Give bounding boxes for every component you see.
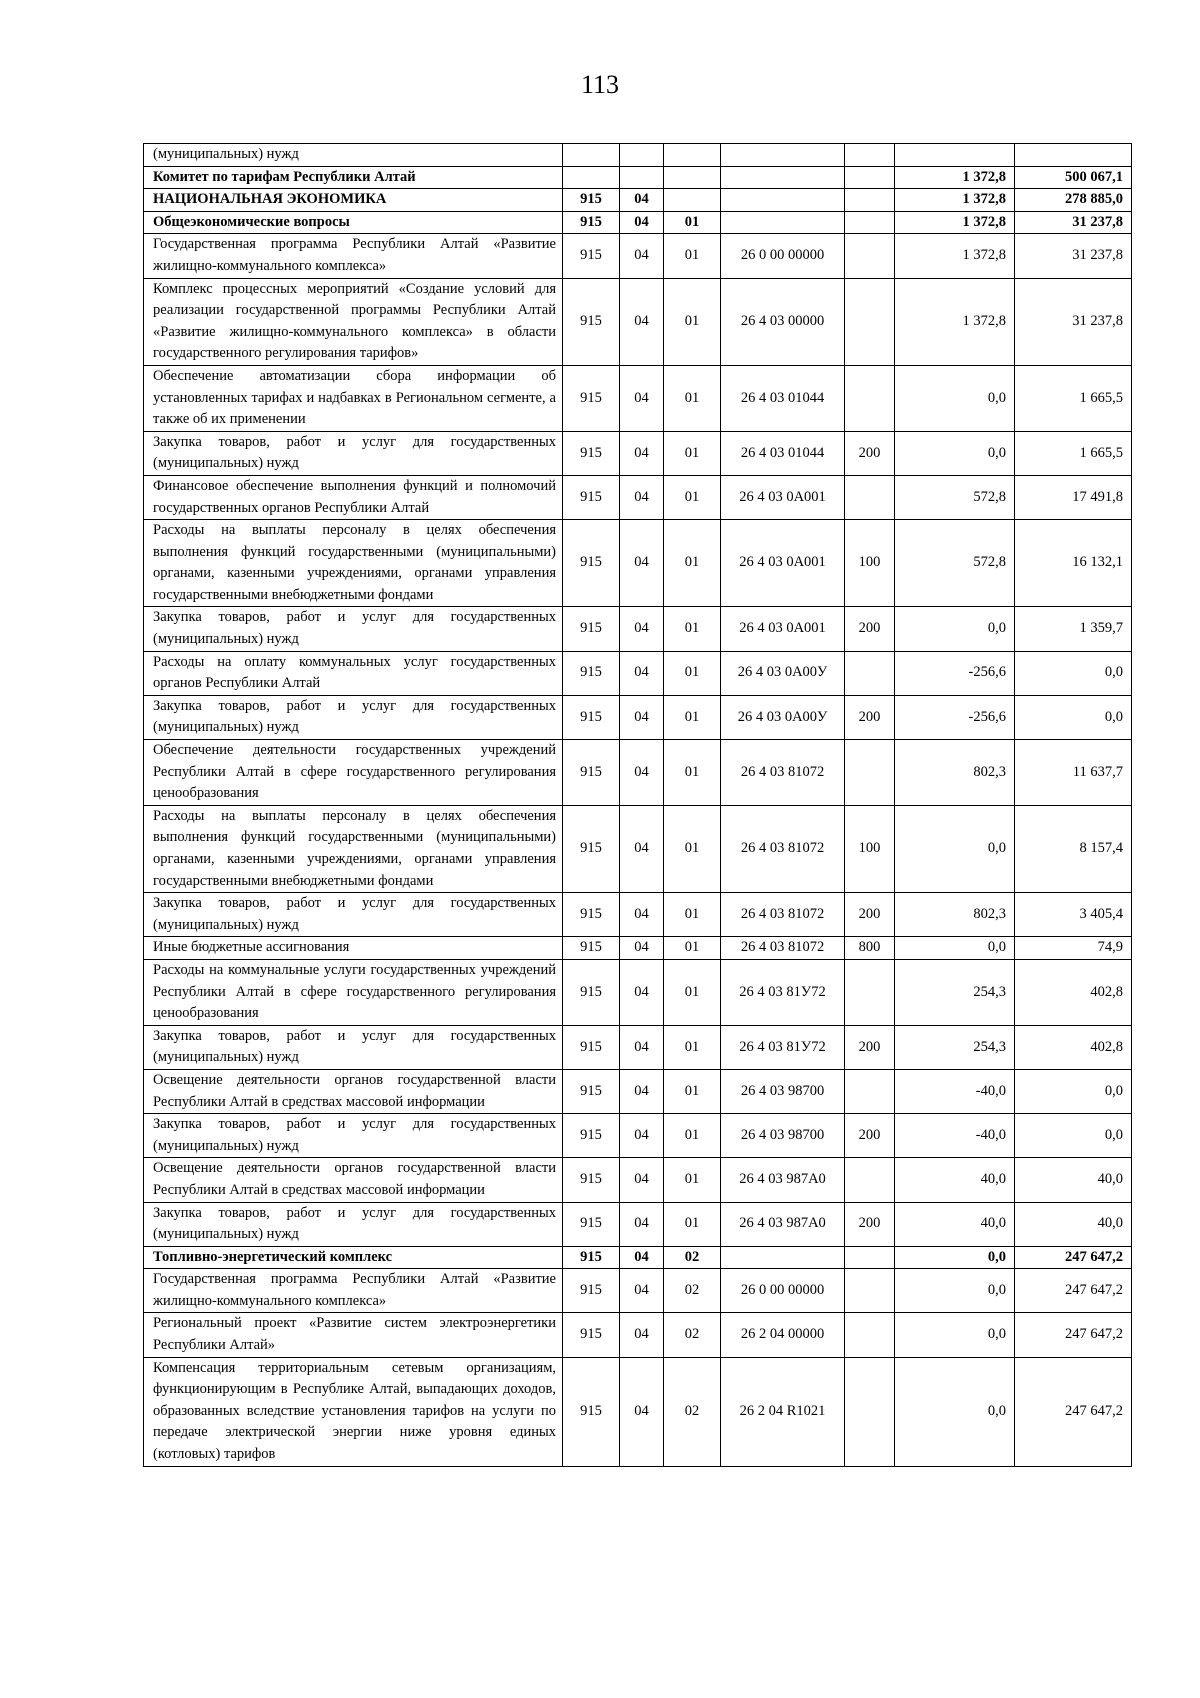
amount-total-cell: 40,0 — [1015, 1158, 1132, 1202]
table-row — [144, 1313, 1132, 1357]
amount-total-cell: 16 132,1 — [1015, 520, 1132, 607]
amount-total-cell: 11 637,7 — [1015, 740, 1132, 806]
amount-change-cell: 0,0 — [895, 1313, 1015, 1357]
target-article-cell: 26 4 03 81072 — [721, 740, 845, 806]
table-row — [144, 607, 1132, 651]
ved-cell: 915 — [563, 937, 620, 960]
amount-total-cell: 247 647,2 — [1015, 1313, 1132, 1357]
ved-cell: 915 — [563, 1025, 620, 1069]
ved-cell: 915 — [563, 1357, 620, 1466]
subsection-cell: 01 — [664, 211, 721, 234]
table-row — [144, 234, 1132, 278]
ved-cell: 915 — [563, 695, 620, 739]
table-row — [144, 651, 1132, 695]
row-name-cell: Расходы на выплаты персоналу в целях обеспечения выполнения функций государственными (муниципальными) органами, казенными учреждениями, органами управления государственными внебюджетными фондами — [144, 520, 563, 607]
subsection-cell: 01 — [664, 893, 721, 937]
table-row — [144, 937, 1132, 960]
expense-type-cell: 100 — [845, 520, 895, 607]
expense-type-cell — [845, 740, 895, 806]
target-article-cell: 26 4 03 987А0 — [721, 1202, 845, 1246]
ved-cell: 915 — [563, 651, 620, 695]
row-name-cell: Расходы на оплату коммунальных услуг государственных органов Республики Алтай — [144, 651, 563, 695]
target-article-cell: 26 4 03 0А00У — [721, 651, 845, 695]
target-article-cell: 26 4 03 98700 — [721, 1114, 845, 1158]
target-article-cell: 26 4 03 0А001 — [721, 607, 845, 651]
expense-type-cell — [845, 211, 895, 234]
expense-type-cell: 200 — [845, 607, 895, 651]
section-cell: 04 — [620, 937, 664, 960]
amount-total-cell: 247 647,2 — [1015, 1246, 1132, 1269]
row-name-cell: Компенсация территориальным сетевым организациям, функционирующим в Республике Алтай, выпадающих доходов, образованных вследствие установления тарифов на услуги по передаче электрической энергии ниже уровня единых (котловых) тарифов — [144, 1357, 563, 1466]
ved-cell: 915 — [563, 520, 620, 607]
subsection-cell: 01 — [664, 1025, 721, 1069]
ved-cell: 915 — [563, 1246, 620, 1269]
expense-type-cell — [845, 365, 895, 431]
row-name-cell: Общеэкономические вопросы — [144, 211, 563, 234]
subsection-cell: 01 — [664, 1202, 721, 1246]
target-article-cell: 26 0 00 00000 — [721, 1269, 845, 1313]
amount-change-cell: -256,6 — [895, 651, 1015, 695]
amount-total-cell: 74,9 — [1015, 937, 1132, 960]
section-cell: 04 — [620, 1269, 664, 1313]
target-article-cell — [721, 144, 845, 167]
row-name-cell: Закупка товаров, работ и услуг для государственных (муниципальных) нужд — [144, 1114, 563, 1158]
expense-type-cell: 800 — [845, 937, 895, 960]
expense-type-cell — [845, 1357, 895, 1466]
amount-change-cell: 0,0 — [895, 365, 1015, 431]
expense-type-cell — [845, 166, 895, 189]
row-name-cell: Закупка товаров, работ и услуг для государственных (муниципальных) нужд — [144, 1202, 563, 1246]
ved-cell: 915 — [563, 431, 620, 475]
section-cell: 04 — [620, 475, 664, 519]
amount-change-cell: 802,3 — [895, 740, 1015, 806]
ved-cell: 915 — [563, 234, 620, 278]
target-article-cell: 26 4 03 0А001 — [721, 520, 845, 607]
row-name-cell: Финансовое обеспечение выполнения функций и полномочий государственных органов Республики Алтай — [144, 475, 563, 519]
section-cell: 04 — [620, 740, 664, 806]
table-row — [144, 695, 1132, 739]
subsection-cell: 01 — [664, 937, 721, 960]
ved-cell: 915 — [563, 365, 620, 431]
table-row — [144, 805, 1132, 892]
row-name-cell: Обеспечение автоматизации сбора информации об установленных тарифах и надбавках в Региональном сегменте, а также об их применении — [144, 365, 563, 431]
expense-type-cell — [845, 1246, 895, 1269]
amount-change-cell: 0,0 — [895, 1246, 1015, 1269]
subsection-cell: 01 — [664, 278, 721, 365]
table-row — [144, 1246, 1132, 1269]
target-article-cell — [721, 166, 845, 189]
row-name-cell: Расходы на выплаты персоналу в целях обеспечения выполнения функций государственными (муниципальными) органами, казенными учреждениями, органами управления государственными внебюджетными фондами — [144, 805, 563, 892]
target-article-cell — [721, 1246, 845, 1269]
section-cell: 04 — [620, 893, 664, 937]
target-article-cell: 26 4 03 01044 — [721, 431, 845, 475]
section-cell: 04 — [620, 1357, 664, 1466]
subsection-cell: 01 — [664, 431, 721, 475]
target-article-cell: 26 4 03 0А00У — [721, 695, 845, 739]
page-number: 113 — [580, 70, 620, 99]
amount-total-cell: 31 237,8 — [1015, 234, 1132, 278]
ved-cell: 915 — [563, 1158, 620, 1202]
amount-total-cell: 247 647,2 — [1015, 1357, 1132, 1466]
ved-cell — [563, 166, 620, 189]
section-cell: 04 — [620, 651, 664, 695]
subsection-cell: 01 — [664, 959, 721, 1025]
expense-type-cell — [845, 1313, 895, 1357]
table-row — [144, 893, 1132, 937]
target-article-cell: 26 2 04 00000 — [721, 1313, 845, 1357]
ved-cell — [563, 144, 620, 167]
target-article-cell: 26 4 03 00000 — [721, 278, 845, 365]
amount-total-cell: 0,0 — [1015, 651, 1132, 695]
amount-total-cell: 278 885,0 — [1015, 189, 1132, 212]
expense-type-cell — [845, 475, 895, 519]
section-cell: 04 — [620, 1158, 664, 1202]
subsection-cell: 01 — [664, 651, 721, 695]
amount-change-cell: 1 372,8 — [895, 278, 1015, 365]
subsection-cell: 01 — [664, 740, 721, 806]
row-name-cell: Топливно-энергетический комплекс — [144, 1246, 563, 1269]
amount-change-cell: 0,0 — [895, 1357, 1015, 1466]
expense-type-cell: 200 — [845, 1114, 895, 1158]
row-name-cell: Закупка товаров, работ и услуг для государственных (муниципальных) нужд — [144, 607, 563, 651]
section-cell: 04 — [620, 695, 664, 739]
table-row — [144, 1069, 1132, 1113]
amount-change-cell: -256,6 — [895, 695, 1015, 739]
amount-change-cell — [895, 144, 1015, 167]
section-cell: 04 — [620, 1025, 664, 1069]
amount-change-cell: 572,8 — [895, 520, 1015, 607]
table-row — [144, 144, 1132, 167]
expense-type-cell — [845, 144, 895, 167]
amount-change-cell: 802,3 — [895, 893, 1015, 937]
amount-change-cell: 1 372,8 — [895, 189, 1015, 212]
amount-change-cell: 40,0 — [895, 1158, 1015, 1202]
ved-cell: 915 — [563, 1269, 620, 1313]
amount-change-cell: 0,0 — [895, 431, 1015, 475]
table-row — [144, 1202, 1132, 1246]
table-row — [144, 475, 1132, 519]
section-cell — [620, 144, 664, 167]
subsection-cell: 02 — [664, 1246, 721, 1269]
target-article-cell: 26 4 03 81072 — [721, 805, 845, 892]
expense-type-cell: 200 — [845, 1202, 895, 1246]
row-name-cell: Региональный проект «Развитие систем электроэнергетики Республики Алтай» — [144, 1313, 563, 1357]
target-article-cell: 26 4 03 98700 — [721, 1069, 845, 1113]
ved-cell: 915 — [563, 1069, 620, 1113]
amount-total-cell: 247 647,2 — [1015, 1269, 1132, 1313]
amount-total-cell: 31 237,8 — [1015, 211, 1132, 234]
row-name-cell: Закупка товаров, работ и услуг для государственных (муниципальных) нужд — [144, 893, 563, 937]
section-cell: 04 — [620, 1246, 664, 1269]
row-name-cell: Закупка товаров, работ и услуг для государственных (муниципальных) нужд — [144, 431, 563, 475]
ved-cell: 915 — [563, 475, 620, 519]
amount-change-cell: 1 372,8 — [895, 234, 1015, 278]
table-row — [144, 1269, 1132, 1313]
ved-cell: 915 — [563, 1114, 620, 1158]
amount-change-cell: 0,0 — [895, 805, 1015, 892]
subsection-cell: 02 — [664, 1313, 721, 1357]
ved-cell: 915 — [563, 189, 620, 212]
amount-total-cell: 0,0 — [1015, 695, 1132, 739]
expense-type-cell: 100 — [845, 805, 895, 892]
table-row — [144, 520, 1132, 607]
ved-cell: 915 — [563, 607, 620, 651]
expense-type-cell — [845, 651, 895, 695]
row-name-cell: (муниципальных) нужд — [144, 144, 563, 167]
row-name-cell: Освещение деятельности органов государственной власти Республики Алтай в средствах массовой информации — [144, 1158, 563, 1202]
subsection-cell: 01 — [664, 520, 721, 607]
row-name-cell: Государственная программа Республики Алтай «Развитие жилищно-коммунального комплекса» — [144, 1269, 563, 1313]
expense-type-cell — [845, 189, 895, 212]
expense-type-cell — [845, 959, 895, 1025]
expense-type-cell: 200 — [845, 431, 895, 475]
amount-total-cell: 40,0 — [1015, 1202, 1132, 1246]
row-name-cell: Государственная программа Республики Алтай «Развитие жилищно-коммунального комплекса» — [144, 234, 563, 278]
subsection-cell: 01 — [664, 695, 721, 739]
amount-change-cell: 0,0 — [895, 607, 1015, 651]
expense-type-cell — [845, 1158, 895, 1202]
expense-type-cell — [845, 278, 895, 365]
ved-cell: 915 — [563, 805, 620, 892]
subsection-cell: 01 — [664, 1158, 721, 1202]
ved-cell: 915 — [563, 211, 620, 234]
amount-total-cell: 31 237,8 — [1015, 278, 1132, 365]
section-cell: 04 — [620, 805, 664, 892]
expense-type-cell: 200 — [845, 893, 895, 937]
row-name-cell: Освещение деятельности органов государственной власти Республики Алтай в средствах массовой информации — [144, 1069, 563, 1113]
amount-total-cell: 0,0 — [1015, 1114, 1132, 1158]
expense-type-cell: 200 — [845, 1025, 895, 1069]
table-row — [144, 166, 1132, 189]
expense-type-cell — [845, 234, 895, 278]
target-article-cell: 26 4 03 81072 — [721, 937, 845, 960]
amount-change-cell: 0,0 — [895, 937, 1015, 960]
section-cell: 04 — [620, 520, 664, 607]
table-row — [144, 365, 1132, 431]
amount-change-cell: 254,3 — [895, 959, 1015, 1025]
section-cell: 04 — [620, 365, 664, 431]
amount-total-cell: 402,8 — [1015, 959, 1132, 1025]
section-cell: 04 — [620, 1202, 664, 1246]
section-cell: 04 — [620, 1114, 664, 1158]
target-article-cell — [721, 211, 845, 234]
target-article-cell: 26 4 03 987А0 — [721, 1158, 845, 1202]
amount-total-cell: 402,8 — [1015, 1025, 1132, 1069]
subsection-cell: 01 — [664, 1114, 721, 1158]
amount-total-cell: 1 665,5 — [1015, 365, 1132, 431]
subsection-cell: 01 — [664, 475, 721, 519]
amount-change-cell: 254,3 — [895, 1025, 1015, 1069]
subsection-cell: 01 — [664, 365, 721, 431]
amount-change-cell: 40,0 — [895, 1202, 1015, 1246]
table-row — [144, 189, 1132, 212]
target-article-cell: 26 0 00 00000 — [721, 234, 845, 278]
amount-total-cell: 500 067,1 — [1015, 166, 1132, 189]
section-cell: 04 — [620, 607, 664, 651]
section-cell: 04 — [620, 959, 664, 1025]
section-cell: 04 — [620, 1313, 664, 1357]
amount-total-cell: 1 665,5 — [1015, 431, 1132, 475]
section-cell: 04 — [620, 1069, 664, 1113]
amount-change-cell: 1 372,8 — [895, 166, 1015, 189]
amount-change-cell: -40,0 — [895, 1069, 1015, 1113]
amount-change-cell: 1 372,8 — [895, 211, 1015, 234]
subsection-cell — [664, 189, 721, 212]
target-article-cell: 26 4 03 81У72 — [721, 1025, 845, 1069]
row-name-cell: Закупка товаров, работ и услуг для государственных (муниципальных) нужд — [144, 1025, 563, 1069]
amount-change-cell: -40,0 — [895, 1114, 1015, 1158]
target-article-cell — [721, 189, 845, 212]
ved-cell: 915 — [563, 278, 620, 365]
subsection-cell: 01 — [664, 607, 721, 651]
row-name-cell: Расходы на коммунальные услуги государственных учреждений Республики Алтай в сфере государственного регулирования ценообразования — [144, 959, 563, 1025]
table-row — [144, 211, 1132, 234]
table-row — [144, 1114, 1132, 1158]
subsection-cell — [664, 166, 721, 189]
subsection-cell: 01 — [664, 805, 721, 892]
row-name-cell: Комплекс процессных мероприятий «Создание условий для реализации государственной программы Республики Алтай «Развитие жилищно-коммунального комплекса» в области государственного регулирования тарифов» — [144, 278, 563, 365]
expense-type-cell — [845, 1069, 895, 1113]
subsection-cell: 01 — [664, 1069, 721, 1113]
subsection-cell: 02 — [664, 1357, 721, 1466]
table-row — [144, 1025, 1132, 1069]
table-row — [144, 740, 1132, 806]
table-row — [144, 1357, 1132, 1466]
expense-type-cell — [845, 1269, 895, 1313]
amount-total-cell: 3 405,4 — [1015, 893, 1132, 937]
row-name-cell: НАЦИОНАЛЬНАЯ ЭКОНОМИКА — [144, 189, 563, 212]
section-cell: 04 — [620, 189, 664, 212]
row-name-cell: Закупка товаров, работ и услуг для государственных (муниципальных) нужд — [144, 695, 563, 739]
ved-cell: 915 — [563, 1313, 620, 1357]
amount-change-cell: 0,0 — [895, 1269, 1015, 1313]
ved-cell: 915 — [563, 740, 620, 806]
amount-total-cell — [1015, 144, 1132, 167]
section-cell: 04 — [620, 234, 664, 278]
section-cell: 04 — [620, 431, 664, 475]
amount-total-cell: 8 157,4 — [1015, 805, 1132, 892]
table-row — [144, 1158, 1132, 1202]
expense-type-cell: 200 — [845, 695, 895, 739]
row-name-cell: Иные бюджетные ассигнования — [144, 937, 563, 960]
amount-change-cell: 572,8 — [895, 475, 1015, 519]
budget-table — [143, 143, 1132, 1467]
target-article-cell: 26 4 03 01044 — [721, 365, 845, 431]
table-row — [144, 431, 1132, 475]
ved-cell: 915 — [563, 1202, 620, 1246]
section-cell — [620, 166, 664, 189]
row-name-cell: Комитет по тарифам Республики Алтай — [144, 166, 563, 189]
row-name-cell: Обеспечение деятельности государственных учреждений Республики Алтай в сфере государственного регулирования ценообразования — [144, 740, 563, 806]
amount-total-cell: 1 359,7 — [1015, 607, 1132, 651]
subsection-cell: 01 — [664, 234, 721, 278]
section-cell: 04 — [620, 211, 664, 234]
ved-cell: 915 — [563, 959, 620, 1025]
table-row — [144, 278, 1132, 365]
ved-cell: 915 — [563, 893, 620, 937]
section-cell: 04 — [620, 278, 664, 365]
target-article-cell: 26 4 03 81У72 — [721, 959, 845, 1025]
amount-total-cell: 0,0 — [1015, 1069, 1132, 1113]
target-article-cell: 26 4 03 81072 — [721, 893, 845, 937]
table-row — [144, 959, 1132, 1025]
subsection-cell: 02 — [664, 1269, 721, 1313]
target-article-cell: 26 4 03 0А001 — [721, 475, 845, 519]
target-article-cell: 26 2 04 R1021 — [721, 1357, 845, 1466]
amount-total-cell: 17 491,8 — [1015, 475, 1132, 519]
subsection-cell — [664, 144, 721, 167]
